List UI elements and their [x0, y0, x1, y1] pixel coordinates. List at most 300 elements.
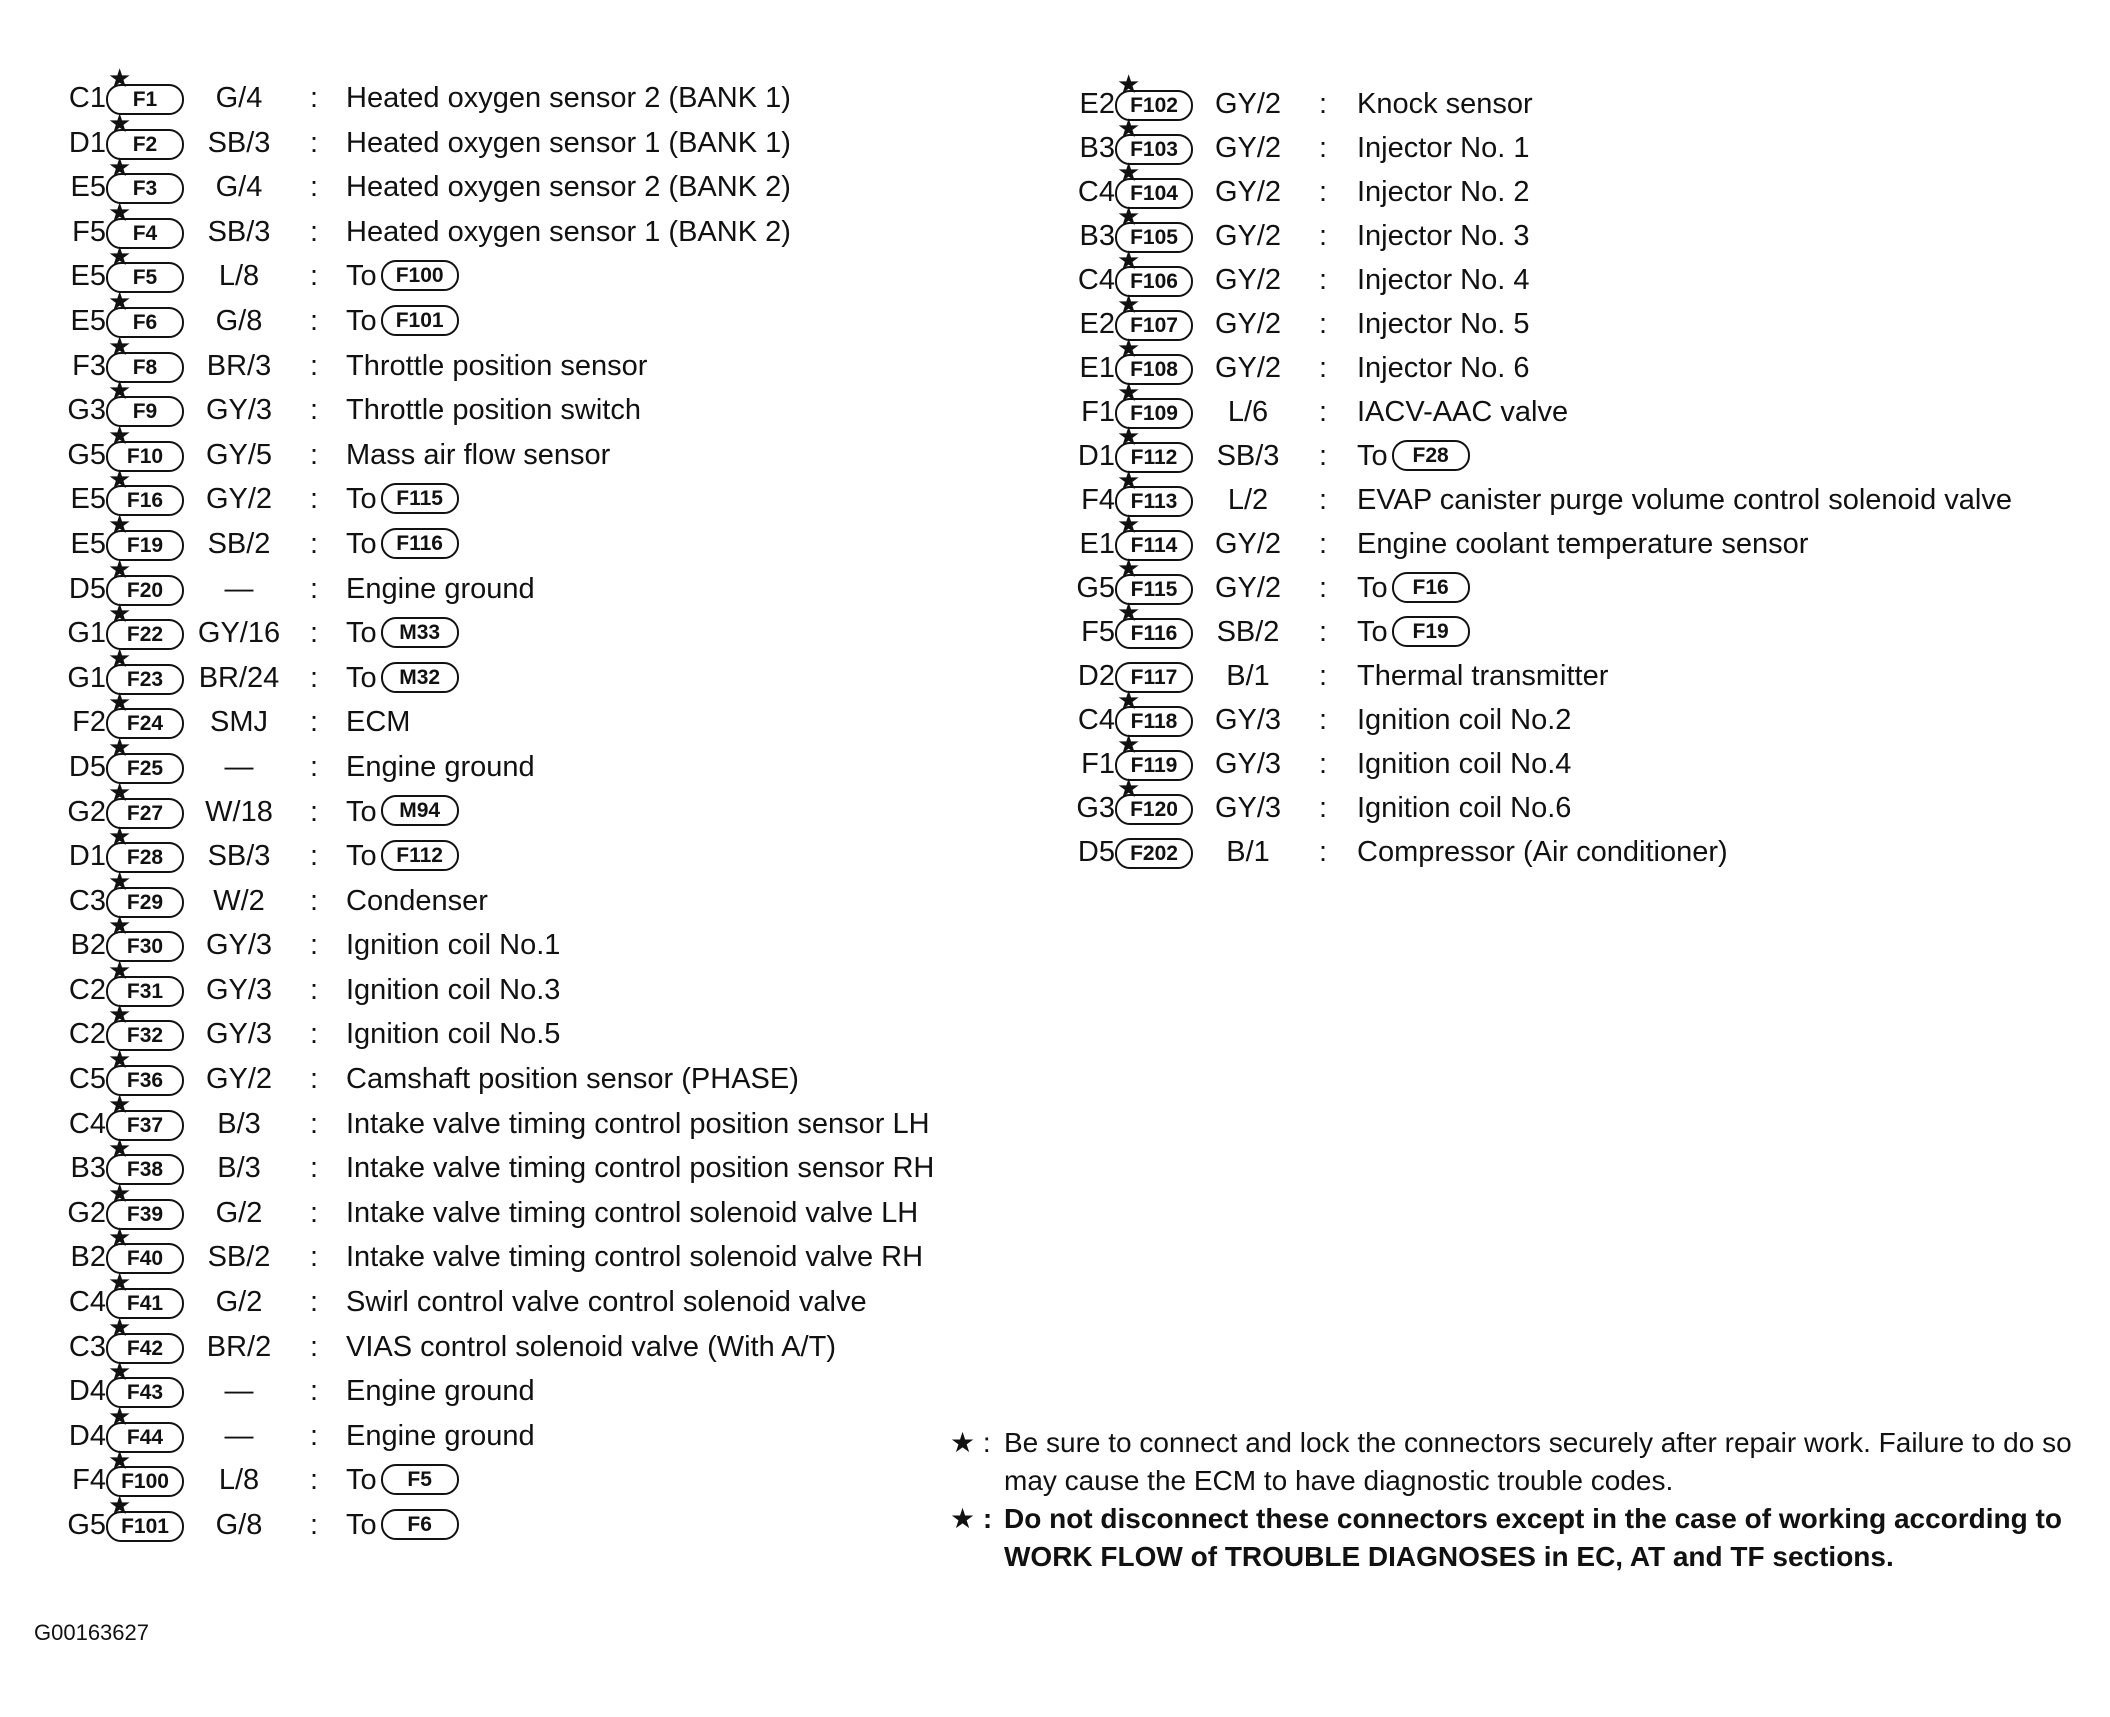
star-icon: ★	[108, 999, 132, 1030]
connector-description	[346, 1012, 560, 1056]
grid-location: D1	[1077, 440, 1115, 472]
connector-description	[346, 656, 459, 700]
description-text: Engine ground	[346, 572, 535, 605]
connector-badge: F42	[106, 1333, 184, 1364]
connector-badge: F20	[106, 575, 184, 606]
wire-code: SB/3	[207, 126, 271, 159]
star-icon: ★	[108, 1177, 132, 1208]
separator: :	[310, 706, 319, 739]
connector-description	[346, 1102, 930, 1146]
star-icon: ★	[108, 1267, 132, 1298]
description-text: Injector No. 4	[1357, 264, 1530, 296]
wire-code: G/8	[215, 1509, 263, 1541]
connector-badge: F202	[1115, 838, 1193, 869]
connector-description	[1357, 258, 1529, 302]
connector-badge: F103	[1115, 134, 1193, 165]
wire-code: SB/3	[207, 215, 271, 248]
description-text: Compressor (Air conditioner)	[1357, 836, 1728, 868]
description-text: Knock sensor	[1357, 88, 1533, 120]
description-text: Thermal transmitter	[1357, 660, 1609, 692]
connector-description	[1357, 434, 1470, 478]
connector-description	[346, 700, 410, 744]
connector-badge: F16	[106, 485, 184, 516]
connector-description	[346, 1146, 934, 1190]
grid-location: C2	[68, 1018, 106, 1051]
star-icon: ★	[108, 1490, 132, 1520]
grid-location: G1	[67, 617, 106, 650]
wire-code: —	[224, 750, 254, 783]
separator: :	[310, 483, 319, 516]
grid-location: G2	[67, 795, 106, 828]
separator: :	[1319, 748, 1328, 780]
wire-code: SB/3	[207, 840, 271, 873]
separator: :	[1319, 484, 1328, 516]
separator: :	[310, 973, 319, 1006]
separator: :	[310, 1063, 319, 1096]
connector-badge: F109	[1115, 398, 1193, 429]
separator: :	[1319, 88, 1328, 120]
star-icon: ★	[108, 1311, 132, 1342]
star-icon: ★	[108, 330, 132, 361]
separator: :	[310, 1018, 319, 1051]
wire-code: GY/3	[1214, 704, 1282, 736]
wire-code: B/1	[1226, 660, 1270, 692]
connector-description	[346, 254, 459, 298]
description-text: Heated oxygen sensor 2 (BANK 2)	[346, 171, 791, 204]
connector-description	[1357, 82, 1533, 126]
connector-badge: F5	[106, 262, 184, 293]
connector-description	[346, 477, 459, 521]
wire-code: GY/2	[1214, 352, 1282, 384]
star-icon: ★	[108, 865, 132, 896]
star-icon: ★	[108, 241, 132, 272]
star-icon: ★	[108, 1445, 132, 1476]
grid-location: E1	[1079, 352, 1115, 384]
grid-location: F5	[1081, 616, 1115, 648]
separator: :	[310, 572, 319, 605]
star-icon: ★	[1117, 509, 1141, 539]
connector-description	[346, 1458, 459, 1502]
connector-description	[1357, 566, 1470, 610]
description-text: Heated oxygen sensor 1 (BANK 1)	[346, 126, 791, 159]
connector-description	[1357, 170, 1529, 214]
connector-badge: F118	[1115, 706, 1193, 737]
wire-code: GY/3	[1214, 792, 1282, 824]
connector-badge: F101	[106, 1511, 184, 1542]
description-text: To	[1357, 440, 1388, 472]
separator: :	[1319, 132, 1328, 164]
wire-code: GY/2	[1214, 132, 1282, 164]
grid-location: D5	[1077, 836, 1115, 868]
separator: :	[310, 929, 319, 962]
star-icon: ★	[1117, 201, 1141, 231]
separator: :	[1319, 660, 1328, 692]
connector-description	[346, 1369, 535, 1413]
description-text: Throttle position switch	[346, 394, 641, 427]
description-text: To	[346, 527, 377, 560]
wire-code: G/2	[215, 1286, 263, 1319]
grid-location: C5	[68, 1063, 106, 1096]
target-connector-badge: F28	[1392, 440, 1470, 471]
connector-badge: F36	[106, 1065, 184, 1096]
star-icon: ★	[108, 687, 132, 718]
star-icon: ★	[108, 375, 132, 406]
connector-badge: F102	[1115, 90, 1193, 121]
grid-location: F4	[1081, 484, 1115, 516]
separator: :	[310, 795, 319, 828]
connector-description	[346, 121, 791, 165]
star-icon: ★	[108, 1088, 132, 1119]
star-icon: ★	[108, 1044, 132, 1075]
separator: :	[310, 884, 319, 917]
star-icon: ★	[1117, 289, 1141, 319]
grid-location: F1	[1081, 396, 1115, 428]
grid-location: B3	[1079, 220, 1115, 252]
star-icon: ★	[108, 776, 132, 807]
note-star-icon: ★ :	[950, 1503, 993, 1534]
connector-badge: F10	[106, 441, 184, 472]
connector-badge: F32	[106, 1020, 184, 1051]
description-text: Engine ground	[346, 750, 535, 783]
description-text: To	[346, 661, 377, 694]
separator: :	[1319, 396, 1328, 428]
connector-description	[346, 522, 459, 566]
connector-badge: F6	[106, 307, 184, 338]
star-icon: ★	[1117, 773, 1141, 803]
separator: :	[310, 1107, 319, 1140]
target-connector-badge: F112	[381, 840, 459, 871]
separator: :	[1319, 572, 1328, 604]
description-text: To	[346, 795, 377, 828]
connector-description	[1357, 742, 1571, 786]
grid-location: G5	[67, 438, 106, 471]
separator: :	[1319, 440, 1328, 472]
connector-description	[1357, 346, 1529, 390]
star-icon: ★	[1117, 157, 1141, 187]
grid-location: B2	[70, 929, 106, 962]
connector-badge: F40	[106, 1243, 184, 1274]
connector-badge: F114	[1115, 530, 1193, 561]
connector-badge: F112	[1115, 442, 1193, 473]
connector-badge: F116	[1115, 618, 1193, 649]
connector-description	[346, 76, 791, 120]
star-icon: ★	[1117, 421, 1141, 451]
connector-badge: F8	[106, 352, 184, 383]
connector-badge: F43	[106, 1377, 184, 1408]
description-text: EVAP canister purge volume control solenoid valve	[1357, 484, 2013, 516]
note-text: Do not disconnect these connectors except in the case of working according to WORK FLOW of TROUBLE DIAGNOSES in EC, AT and TF sections.	[1004, 1503, 2062, 1572]
grid-location: F5	[72, 215, 106, 248]
wire-code: G/4	[215, 82, 263, 114]
connector-description	[346, 210, 791, 254]
star-icon: ★	[1117, 729, 1141, 759]
connector-description	[346, 388, 641, 432]
wire-code: GY/2	[1214, 176, 1282, 208]
wire-code: —	[224, 1375, 254, 1408]
grid-location: F2	[72, 706, 106, 739]
target-connector-badge: F19	[1392, 616, 1470, 647]
wire-code: GY/2	[205, 1063, 273, 1096]
connector-badge: F3	[106, 173, 184, 204]
grid-location: D5	[68, 750, 106, 783]
star-icon: ★	[1117, 465, 1141, 495]
connector-badge: F39	[106, 1199, 184, 1230]
grid-location: C4	[1077, 176, 1115, 208]
connector-badge: F115	[1115, 574, 1193, 605]
connector-description	[346, 1280, 867, 1324]
description-text: Ignition coil No.2	[1357, 704, 1572, 736]
connector-description	[1357, 698, 1571, 742]
description-text: Engine ground	[346, 1375, 535, 1408]
separator: :	[1319, 352, 1328, 384]
wire-code: BR/24	[198, 661, 280, 694]
star-icon: ★	[108, 1133, 132, 1164]
wire-code: W/18	[205, 795, 273, 828]
description-text: Ignition coil No.3	[346, 973, 561, 1006]
star-icon: ★	[1117, 597, 1141, 627]
star-icon: ★	[108, 464, 132, 495]
separator: :	[1319, 836, 1328, 868]
target-connector-badge: F116	[381, 528, 459, 559]
wire-code: GY/2	[1214, 528, 1282, 560]
description-text: Swirl control valve control solenoid valve	[346, 1286, 867, 1319]
star-icon: ★	[1117, 113, 1141, 143]
description-text: Injector No. 1	[1357, 132, 1530, 164]
connector-description	[346, 790, 459, 834]
separator: :	[310, 1419, 319, 1452]
grid-location: E5	[70, 171, 106, 204]
description-text: Ignition coil No.1	[346, 929, 561, 962]
wire-code: GY/3	[205, 973, 273, 1006]
description-text: To	[1357, 572, 1388, 604]
star-icon: ★	[1117, 377, 1141, 407]
connector-description	[1357, 390, 1568, 434]
description-text: To	[346, 304, 377, 337]
connector-badge: F107	[1115, 310, 1193, 341]
star-icon: ★	[108, 910, 132, 941]
grid-location: D4	[68, 1419, 106, 1452]
connector-description	[1357, 478, 2012, 522]
connector-badge: F19	[106, 530, 184, 561]
separator: :	[310, 750, 319, 783]
grid-location: E5	[70, 260, 106, 293]
connector-description	[346, 567, 535, 611]
connector-description	[346, 1191, 918, 1235]
target-connector-badge: F115	[381, 483, 459, 514]
connector-badge: F117	[1115, 662, 1193, 693]
separator: :	[310, 349, 319, 382]
description-text: To	[1357, 616, 1388, 648]
grid-location: E2	[1079, 88, 1115, 120]
connector-badge: F1	[106, 84, 184, 115]
connector-description	[1357, 786, 1571, 830]
connector-badge: F4	[106, 218, 184, 249]
grid-location: C1	[68, 82, 106, 114]
separator: :	[310, 1286, 319, 1319]
grid-location: C3	[68, 884, 106, 917]
separator: :	[310, 1196, 319, 1229]
wire-code: —	[224, 572, 254, 605]
grid-location: G3	[67, 394, 106, 427]
wire-code: —	[224, 1419, 254, 1452]
grid-location: E5	[70, 483, 106, 516]
separator: :	[310, 1509, 319, 1541]
target-connector-badge: F6	[381, 1509, 459, 1540]
connector-badge: F25	[106, 753, 184, 784]
separator: :	[1319, 616, 1328, 648]
star-icon: ★	[108, 1400, 132, 1431]
star-icon: ★	[108, 598, 132, 629]
star-icon: ★	[108, 821, 132, 852]
separator: :	[310, 394, 319, 427]
grid-location: F1	[1081, 748, 1115, 780]
connector-badge: F105	[1115, 222, 1193, 253]
connector-description	[346, 1235, 923, 1279]
star-icon: ★	[1117, 333, 1141, 363]
description-text: IACV-AAC valve	[1357, 396, 1569, 428]
wire-code: GY/5	[205, 438, 273, 471]
wire-code: SMJ	[210, 706, 268, 739]
description-text: Injector No. 2	[1357, 176, 1530, 208]
wire-code: W/2	[213, 884, 265, 917]
wire-code: L/8	[218, 260, 260, 293]
grid-location: C2	[68, 973, 106, 1006]
description-text: VIAS control solenoid valve (With A/T)	[346, 1330, 836, 1363]
grid-location: D5	[68, 572, 106, 605]
grid-location: B3	[70, 1152, 106, 1185]
connector-badge: F119	[1115, 750, 1193, 781]
description-text: Intake valve timing control position sensor LH	[346, 1107, 930, 1140]
wire-code: B/3	[217, 1107, 261, 1140]
description-text: To	[346, 840, 377, 873]
grid-location: F3	[72, 349, 106, 382]
separator: :	[310, 126, 319, 159]
grid-location: D4	[68, 1375, 106, 1408]
separator: :	[310, 1152, 319, 1185]
connector-badge: F31	[106, 976, 184, 1007]
description-text: Intake valve timing control position sensor RH	[346, 1152, 935, 1185]
connector-description	[346, 1057, 799, 1101]
description-text: Intake valve timing control solenoid valve RH	[346, 1241, 924, 1274]
grid-location: E2	[1079, 308, 1115, 340]
star-icon: ★	[108, 63, 132, 93]
connector-badge: F100	[106, 1466, 184, 1497]
wire-code: G/8	[215, 304, 263, 337]
wire-code: SB/2	[207, 527, 271, 560]
grid-location: G2	[67, 1196, 106, 1229]
connector-description	[346, 1414, 535, 1458]
description-text: Engine coolant temperature sensor	[1357, 528, 1809, 560]
grid-location: C4	[1077, 704, 1115, 736]
star-icon: ★	[108, 954, 132, 985]
notes-block	[950, 1424, 2080, 1576]
description-text: To	[346, 1509, 377, 1541]
connector-badge: F38	[106, 1154, 184, 1185]
note-star-icon: ★ :	[950, 1427, 991, 1458]
separator: :	[310, 1464, 319, 1497]
description-text: Injector No. 5	[1357, 308, 1530, 340]
connector-description	[346, 1503, 459, 1547]
separator: :	[310, 438, 319, 471]
wire-code: L/8	[218, 1464, 260, 1497]
description-text: Ignition coil No.6	[1357, 792, 1572, 824]
connector-badge: F2	[106, 129, 184, 160]
grid-location: C4	[68, 1286, 106, 1319]
star-icon: ★	[108, 553, 132, 584]
grid-location: B2	[70, 1241, 106, 1274]
separator: :	[1319, 704, 1328, 736]
connector-description	[1357, 302, 1529, 346]
connector-description	[346, 1325, 836, 1369]
separator: :	[1319, 528, 1328, 560]
separator: :	[310, 1241, 319, 1274]
connector-badge: F24	[106, 708, 184, 739]
connector-description	[346, 611, 459, 655]
separator: :	[1319, 220, 1328, 252]
connector-badge: F22	[106, 619, 184, 650]
wire-code: GY/2	[1214, 264, 1282, 296]
separator: :	[310, 260, 319, 293]
connector-badge: F106	[1115, 266, 1193, 297]
connector-description	[1357, 522, 1808, 566]
description-text: To	[346, 483, 377, 516]
connector-badge: F23	[106, 664, 184, 695]
target-connector-badge: F101	[381, 305, 459, 336]
connector-description	[1357, 830, 1728, 874]
wire-code: SB/2	[207, 1241, 271, 1274]
star-icon: ★	[108, 508, 132, 539]
description-text: Ignition coil No.5	[346, 1018, 561, 1051]
wire-code: GY/2	[1214, 308, 1282, 340]
connector-description	[346, 299, 459, 343]
connector-badge: F27	[106, 798, 184, 829]
wire-code: GY/3	[205, 1018, 273, 1051]
star-icon: ★	[1117, 685, 1141, 715]
wire-code: G/2	[215, 1196, 263, 1229]
separator: :	[310, 661, 319, 694]
connector-badge: F41	[106, 1288, 184, 1319]
description-text: Heated oxygen sensor 2 (BANK 1)	[346, 82, 791, 114]
description-text: To	[346, 260, 377, 293]
description-text: To	[346, 1464, 377, 1497]
connector-badge: F120	[1115, 794, 1193, 825]
star-icon: ★	[1117, 553, 1141, 583]
connector-badge: F30	[106, 931, 184, 962]
wire-code: BR/2	[206, 1330, 272, 1363]
separator: :	[310, 617, 319, 650]
star-icon: ★	[108, 642, 132, 673]
connector-description	[346, 879, 488, 923]
connector-badge: F9	[106, 396, 184, 427]
target-connector-badge: F5	[381, 1464, 459, 1495]
connector-badge: F104	[1115, 178, 1193, 209]
separator: :	[310, 1375, 319, 1408]
connector-badge: F29	[106, 887, 184, 918]
separator: :	[310, 215, 319, 248]
note-text: Be sure to connect and lock the connectors securely after repair work. Failure to do so may cause the ECM to have diagnostic trouble codes.	[1004, 1427, 2072, 1496]
separator: :	[1319, 792, 1328, 824]
star-icon: ★	[108, 731, 132, 762]
description-text: ECM	[346, 706, 411, 739]
connector-description	[346, 433, 610, 477]
star-icon: ★	[108, 107, 132, 138]
description-text: Intake valve timing control solenoid valve LH	[346, 1196, 919, 1229]
description-text: Injector No. 6	[1357, 352, 1530, 384]
grid-location: G5	[1076, 572, 1115, 604]
figure-id: G00163627	[34, 1620, 149, 1645]
wire-code: L/2	[1227, 484, 1269, 516]
star-icon: ★	[108, 1222, 132, 1253]
